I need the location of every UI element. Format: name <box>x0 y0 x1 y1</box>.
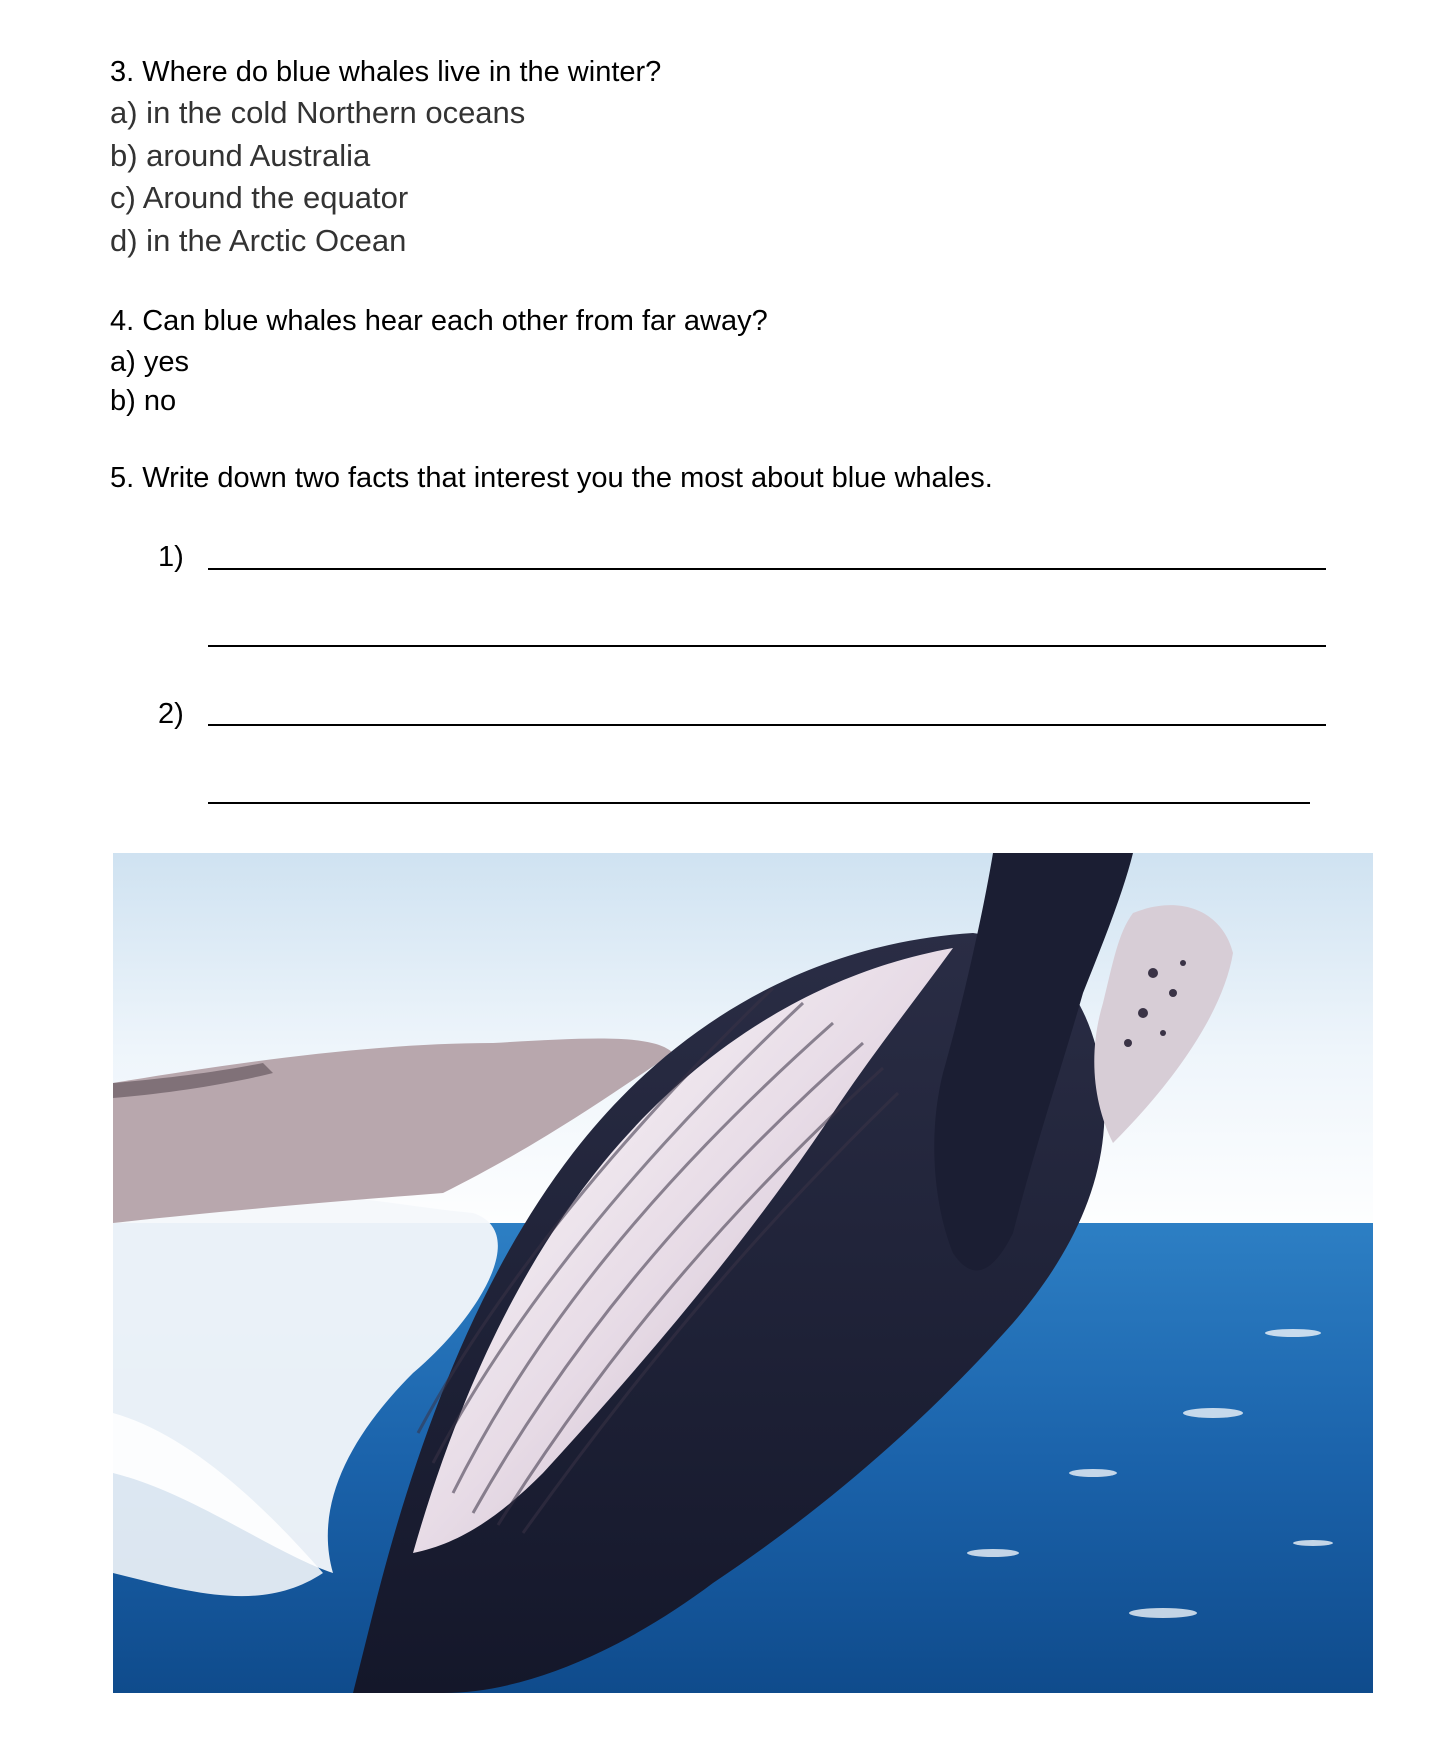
question-4-option-a: a) yes <box>110 346 189 378</box>
answer-2-number: 2) <box>158 698 184 730</box>
whale-photo <box>113 853 1373 1693</box>
question-3-option-c: c) Around the equator <box>110 180 409 215</box>
answer-2-line-1[interactable] <box>208 724 1326 726</box>
question-3-option-d: d) in the Arctic Ocean <box>110 223 407 258</box>
answer-2-line-2[interactable] <box>208 802 1310 804</box>
answer-1-line-2[interactable] <box>208 645 1326 647</box>
question-4-option-b: b) no <box>110 385 177 417</box>
question-5-title: 5. Write down two facts that interest you the most about blue whales. <box>110 462 993 494</box>
question-3-option-b: b) around Australia <box>110 138 371 173</box>
answer-1-number: 1) <box>158 541 184 573</box>
question-3-title: 3. Where do blue whales live in the winter? <box>110 56 662 88</box>
question-3-option-a: a) in the cold Northern oceans <box>110 95 526 130</box>
question-4-title: 4. Can blue whales hear each other from far away? <box>110 305 768 337</box>
answer-1-line-1[interactable] <box>208 568 1326 570</box>
